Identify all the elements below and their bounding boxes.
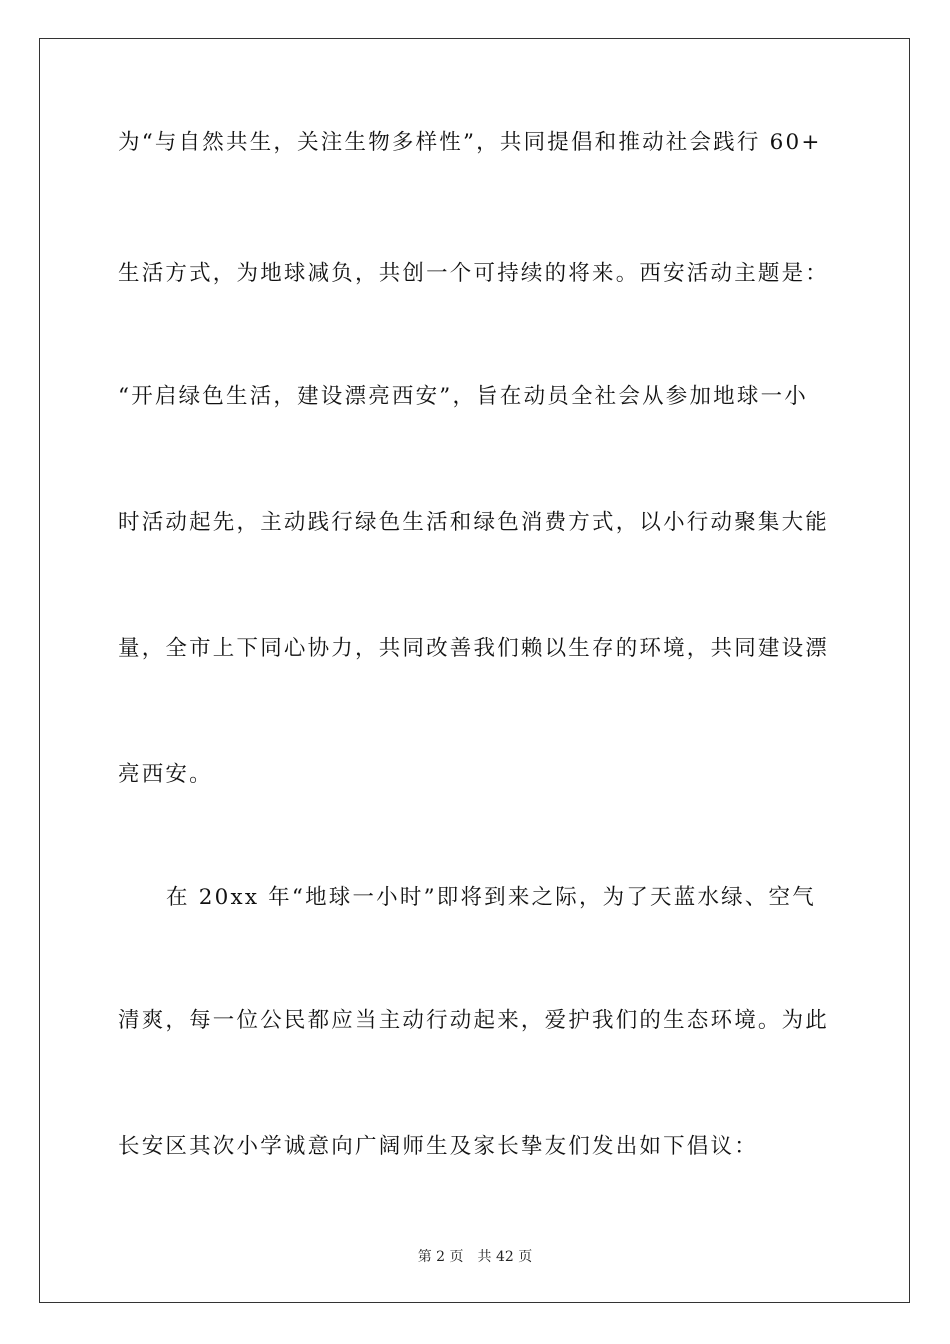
text-line: 亮西安。 [118,762,213,787]
text-line: 生活方式，为地球减负，共创一个可持续的将来。西安活动主题是： [118,261,830,286]
page-number: 第 2 页 [417,1249,464,1265]
page-footer [0,1248,950,1266]
text-line: 量，全市上下同心协力，共同改善我们赖以生存的环境，共同建设漂 [118,636,830,661]
page-total: 共 42 页 [477,1249,533,1265]
text-line: 清爽，每一位公民都应当主动行动起来，爱护我们的生态环境。为此 [118,1008,830,1033]
text-line: 为“与自然共生，关注生物多样性”，共同提倡和推动社会践行 60+ [118,130,822,155]
text-line: 长安区其次小学诚意向广阔师生及家长挚友们发出如下倡议： [118,1134,758,1159]
text-line: “开启绿色生活，建设漂亮西安”，旨在动员全社会从参加地球一小 [118,384,808,409]
page-frame [39,38,910,1303]
text-line: 时活动起先，主动践行绿色生活和绿色消费方式，以小行动聚集大能 [118,510,830,535]
text-line-indented: 在 20xx 年“地球一小时”即将到来之际，为了天蓝水绿、空气 [166,885,816,910]
